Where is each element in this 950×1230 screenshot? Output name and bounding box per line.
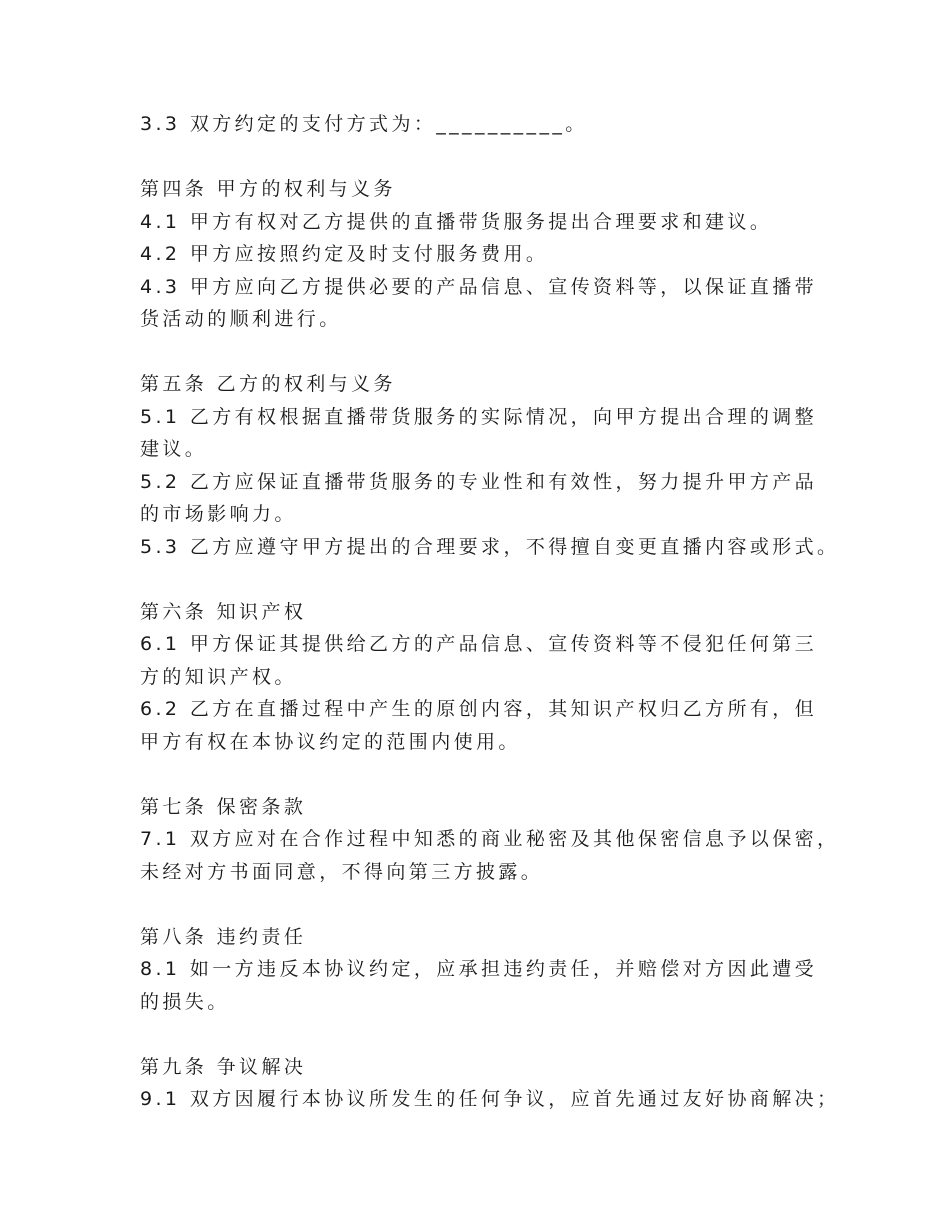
clause-6-1-line-1: 6.1 甲方保证其提供给乙方的产品信息、宣传资料等不侵犯任何第三 bbox=[140, 633, 818, 655]
blank-line bbox=[140, 563, 840, 596]
clause-4-2-line: 4.2 甲方应按照约定及时支付服务费用。 bbox=[140, 243, 549, 265]
clause-5-1-line-2: 建议。 bbox=[140, 438, 208, 460]
clause-4-3-line-2: 货活动的顺利进行。 bbox=[140, 308, 342, 330]
blank-line bbox=[140, 758, 840, 791]
blank-line bbox=[140, 141, 840, 174]
clause-6-2-line-1: 6.2 乙方在直播过程中产生的原创内容，其知识产权归乙方所有，但 bbox=[140, 698, 818, 720]
clause-9-1-line: 9.1 双方因履行本协议所发生的任何争议，应首先通过友好协商解决； bbox=[140, 1088, 840, 1110]
clause-7-1-line-2: 未经对方书面同意，不得向第三方披露。 bbox=[140, 860, 544, 883]
article-8-heading: 第八条 违约责任 bbox=[140, 925, 307, 948]
clause-5-3-line: 5.3 乙方应遵守甲方提出的合理要求，不得擅自变更直播内容或形式。 bbox=[140, 535, 840, 558]
article-6-heading: 第六条 知识产权 bbox=[140, 600, 307, 623]
clause-5-2-line-2: 的市场影响力。 bbox=[140, 503, 297, 525]
clause-6-1-line-2: 方的知识产权。 bbox=[140, 665, 297, 688]
article-4-heading: 第四条 甲方的权利与义务 bbox=[140, 178, 396, 200]
clause-3-3-line: 3.3 双方约定的支付方式为：__________。 bbox=[140, 113, 588, 135]
article-9-heading: 第九条 争议解决 bbox=[140, 1055, 307, 1078]
clause-6-2-line-2: 甲方有权在本协议约定的范围内使用。 bbox=[140, 730, 521, 753]
document-page bbox=[140, 108, 840, 1116]
clause-4-1-line: 4.1 甲方有权对乙方提供的直播带货服务提出合理要求和建议。 bbox=[140, 210, 773, 233]
clause-8-1-line-2: 的损失。 bbox=[140, 990, 230, 1013]
article-7-heading: 第七条 保密条款 bbox=[140, 795, 307, 818]
blank-line bbox=[140, 888, 840, 921]
clause-4-3-line-1: 4.3 甲方应向乙方提供必要的产品信息、宣传资料等，以保证直播带 bbox=[140, 275, 818, 298]
blank-line bbox=[140, 1018, 840, 1051]
blank-line bbox=[140, 336, 840, 369]
article-5-heading: 第五条 乙方的权利与义务 bbox=[140, 373, 396, 395]
clause-5-2-line-1: 5.2 乙方应保证直播带货服务的专业性和有效性，努力提升甲方产品 bbox=[140, 470, 818, 493]
clause-5-1-line-1: 5.1 乙方有权根据直播带货服务的实际情况，向甲方提出合理的调整 bbox=[140, 405, 818, 428]
clause-7-1-line-1: 7.1 双方应对在合作过程中知悉的商业秘密及其他保密信息予以保密， bbox=[140, 828, 840, 850]
clause-8-1-line-1: 8.1 如一方违反本协议约定，应承担违约责任，并赔偿对方因此遭受 bbox=[140, 958, 818, 980]
